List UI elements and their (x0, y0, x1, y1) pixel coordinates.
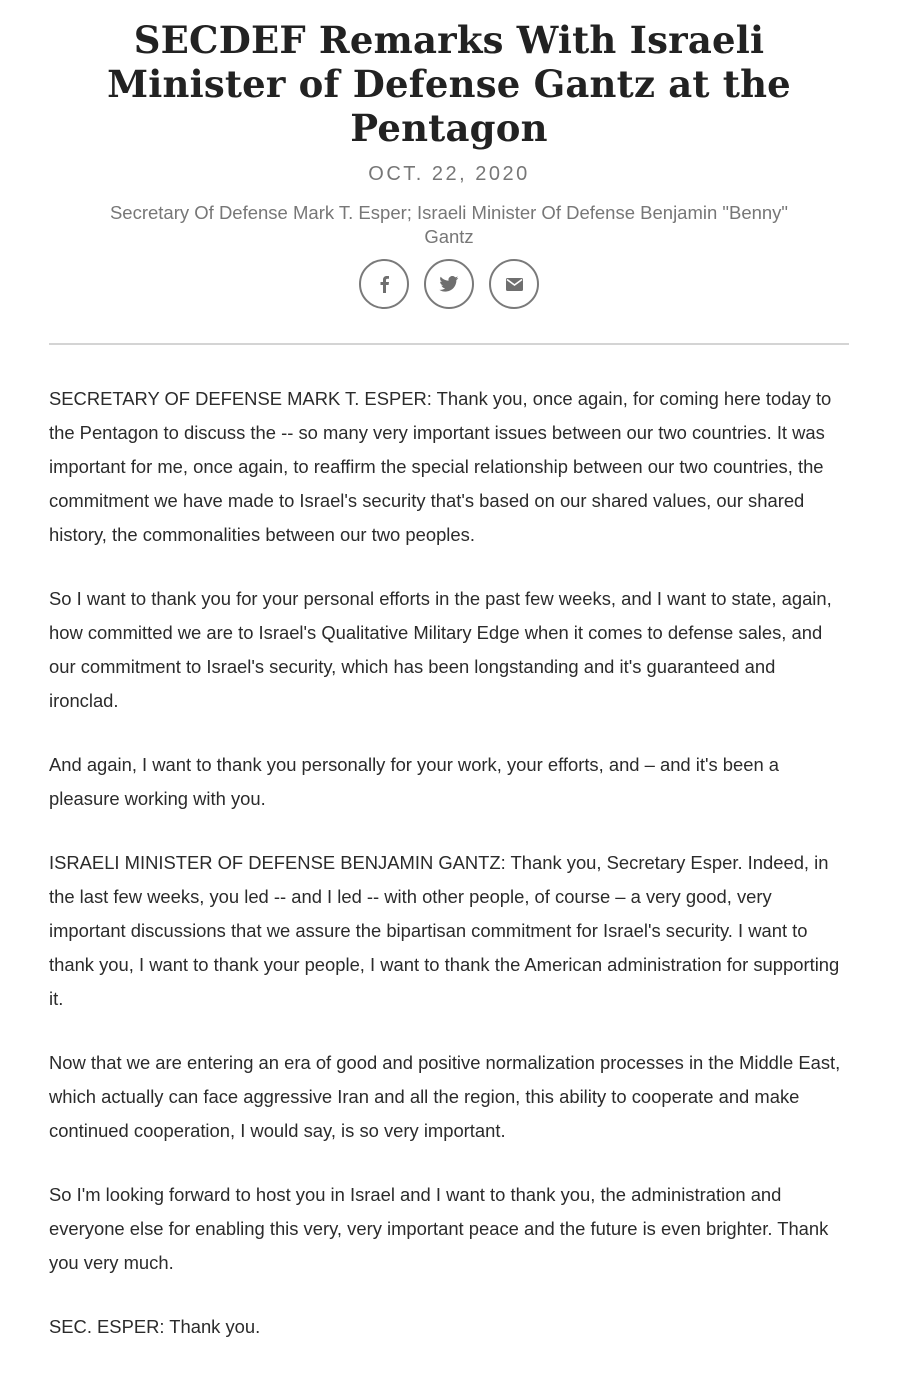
share-buttons (49, 259, 849, 309)
divider (49, 343, 849, 345)
paragraph: ISRAELI MINISTER OF DEFENSE BENJAMIN GANTZ: Thank you, Secretary Esper. Indeed, in the last few weeks, you led -- and I led -- with other people, of course – a very good, very important discussions that we assure the bipartisan commitment for Israel's security. I want to thank you, I want to thank your people, I want to thank the American administration for supporting it. (49, 852, 840, 1009)
paragraph: So I want to thank you for your personal efforts in the past few weeks, and I want to state, again, how committed we are to Israel's Qualitative Military Edge when it comes to defense sales, and our commitment to Israel's security, which has been longstanding and it's guaranteed and ironclad. (49, 588, 832, 711)
page-title: SECDEF Remarks With Israeli Minister of Defense Gantz at the Pentagon (107, 18, 791, 150)
facebook-share-button[interactable] (359, 259, 409, 309)
twitter-icon (439, 276, 459, 292)
facebook-icon (378, 275, 390, 293)
publish-date: OCT. 22, 2020 (368, 163, 530, 185)
email-share-button[interactable] (489, 259, 539, 309)
paragraph: So I'm looking forward to host you in Israel and I want to thank you, the administration and everyone else for enabling this very, very important peace and the future is even brighter. Thank you very much. (49, 1184, 829, 1273)
twitter-share-button[interactable] (424, 259, 474, 309)
paragraph: Now that we are entering an era of good and positive normalization processes in the Middle East, which actually can face aggressive Iran and all the region, this ability to cooperate and make continued cooperation, I would say, is so very important. (49, 1052, 841, 1141)
byline: Secretary Of Defense Mark T. Esper; Israeli Minister Of Defense Benjamin "Benny" Gantz (109, 202, 789, 247)
email-icon (506, 278, 523, 291)
paragraph: SECRETARY OF DEFENSE MARK T. ESPER: Thank you, once again, for coming here today to the Pentagon to discuss the -- so many very important issues between our two countries. It was important for me, once again, to reaffirm the special relationship between our two countries, the commitment we have made to Israel's security that's based on our shared values, our shared history, the commonalities between our two peoples. (49, 388, 832, 545)
paragraph: SEC. ESPER: Thank you. (49, 1316, 261, 1337)
article-body (49, 382, 849, 1344)
paragraph: And again, I want to thank you personally for your work, your efforts, and – and it's been a pleasure working with you. (49, 754, 780, 809)
article (49, 0, 849, 1374)
